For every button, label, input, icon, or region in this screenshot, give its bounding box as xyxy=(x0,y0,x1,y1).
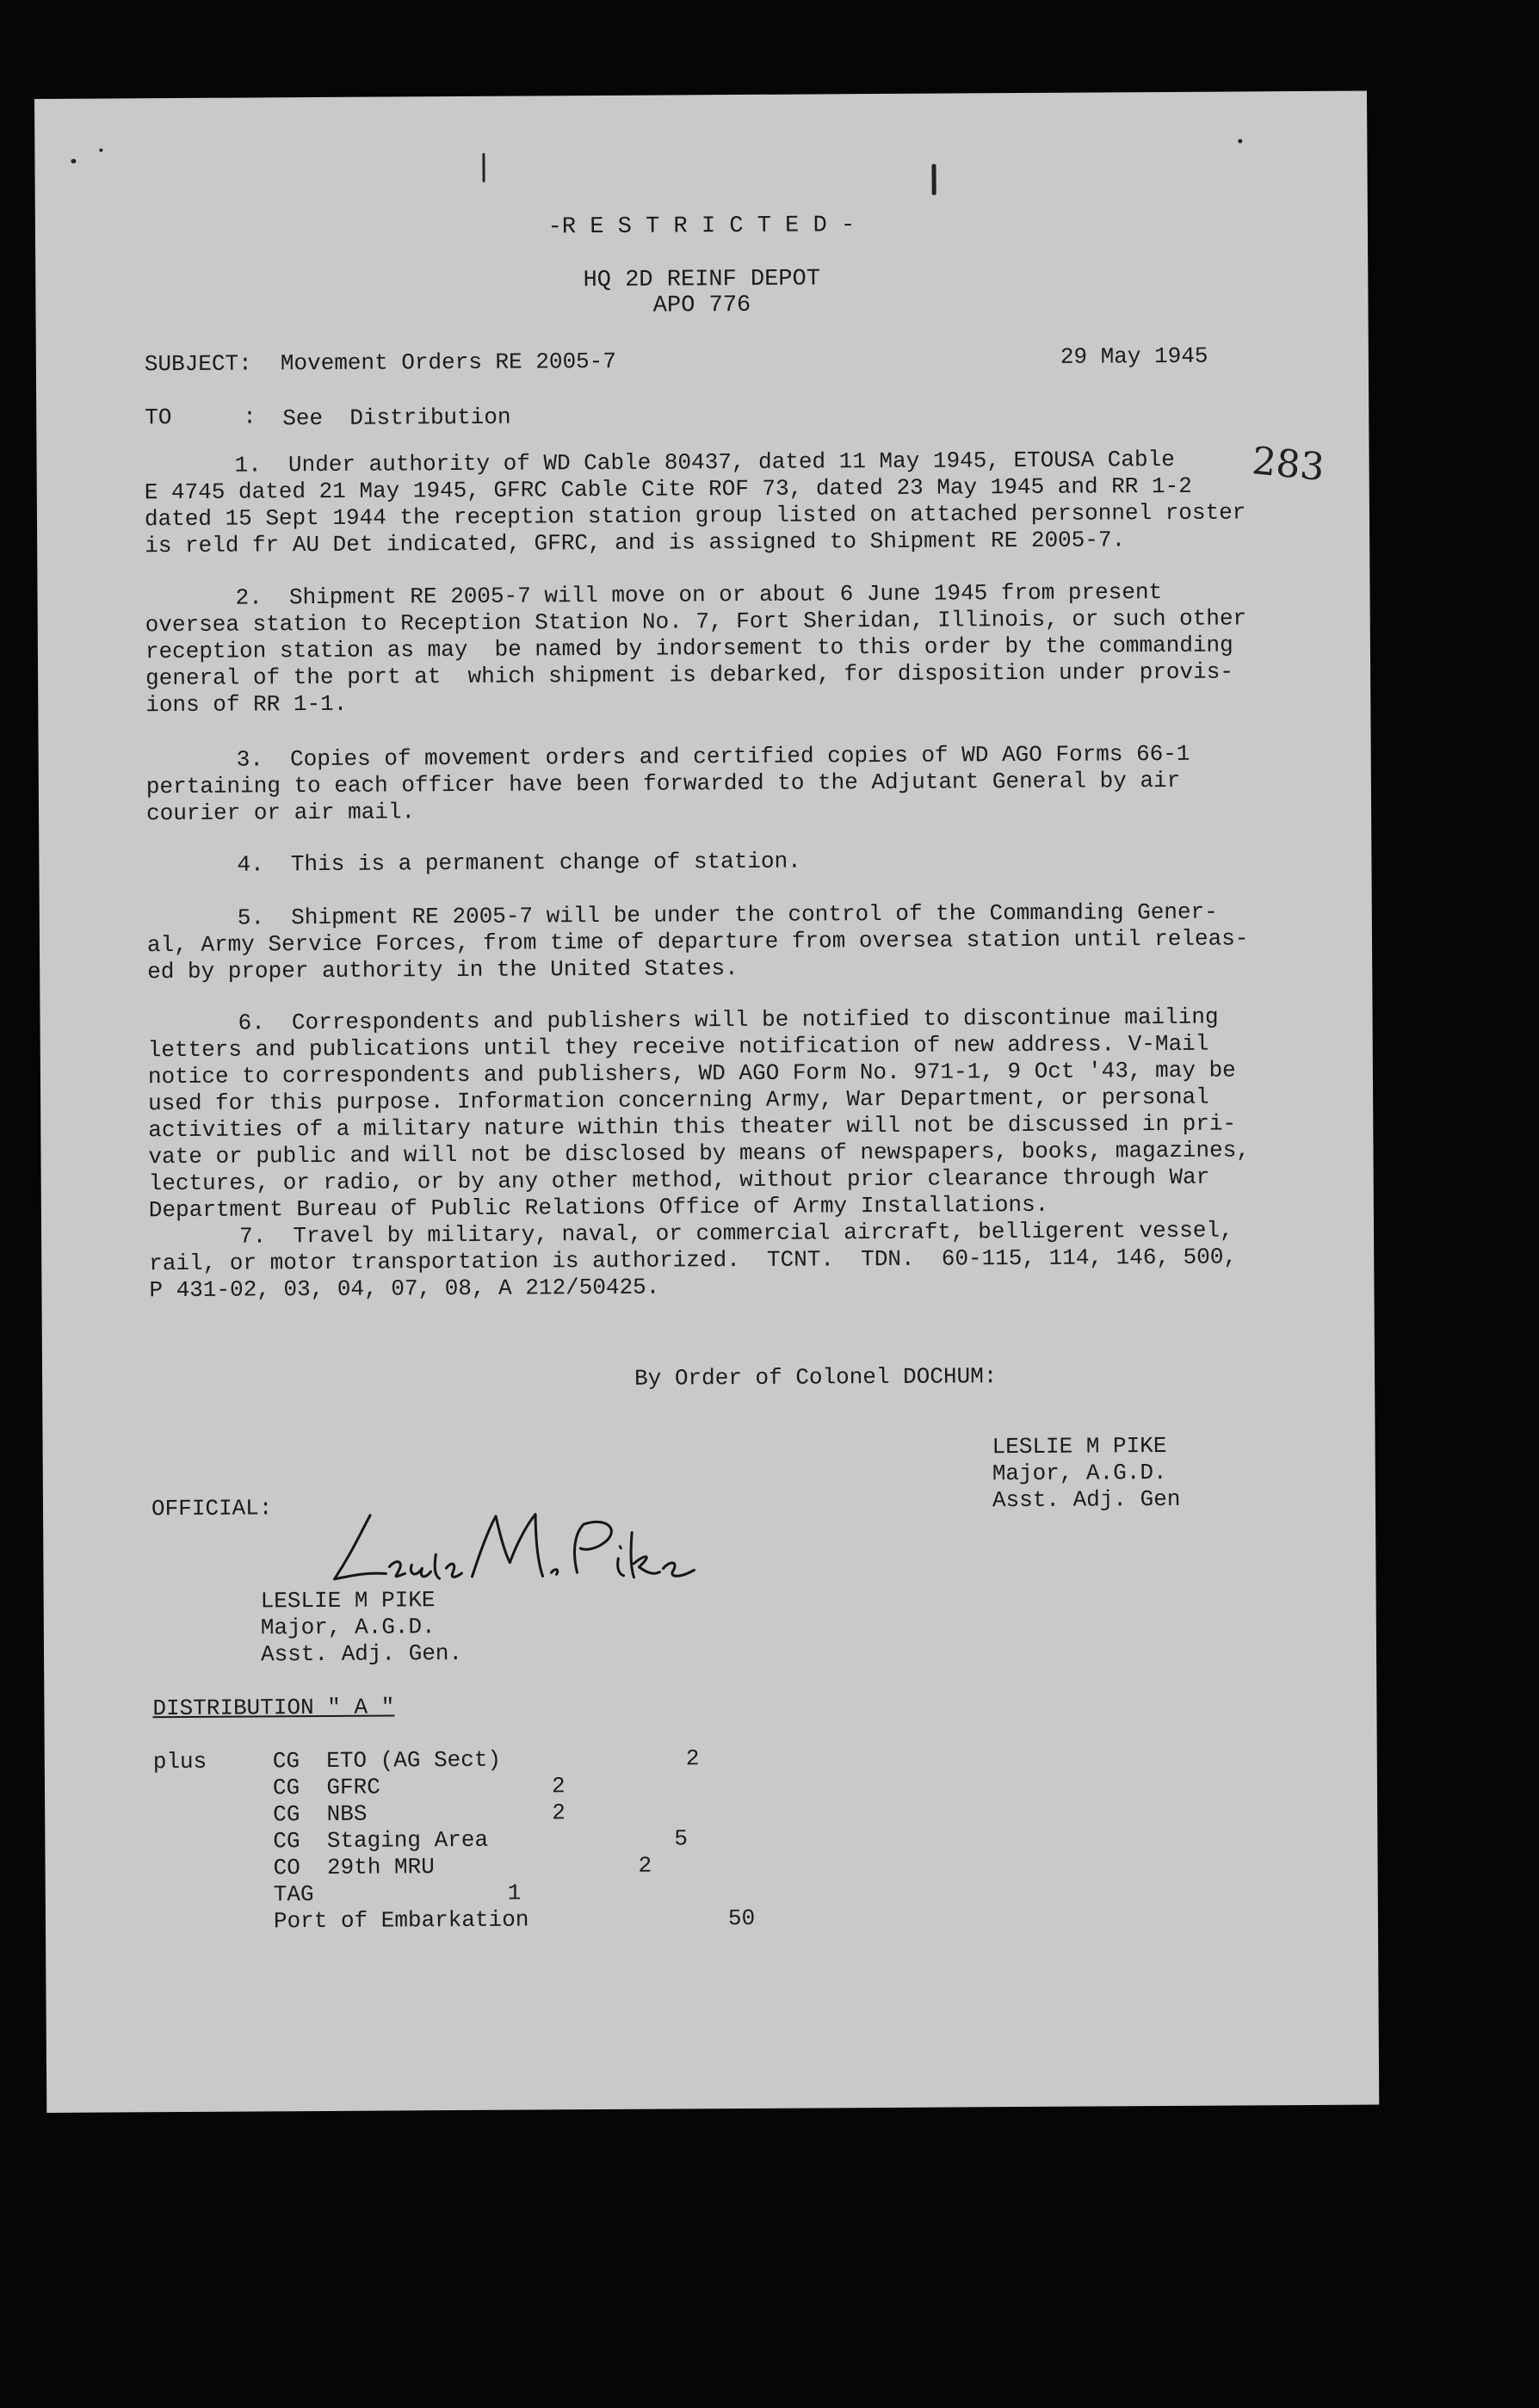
org-apo: APO 776 xyxy=(652,292,751,319)
paragraph-line: ed by proper authority in the United States. xyxy=(147,955,739,985)
paragraph-line: pertaining to each officer have been forwarded to the Adjutant General by air xyxy=(145,767,1181,800)
paragraph-line: P 431-02, 03, 04, 07, 08, A 212/50425. xyxy=(149,1274,660,1304)
distribution-recipient: CG GFRC xyxy=(272,1774,380,1801)
distribution-recipient: Port of Embarkation xyxy=(273,1906,529,1935)
punch-mark xyxy=(71,159,76,164)
paragraph-line: ions of RR 1-1. xyxy=(145,690,348,719)
official-rank: Major, A.G.D. xyxy=(260,1614,436,1641)
paragraph-line: courier or air mail. xyxy=(145,799,416,827)
paragraph-line: is reld fr AU Det indicated, GFRC, and is assigned to Shipment RE 2005-7. xyxy=(145,527,1126,559)
paragraph-line: al, Army Service Forces, from time of departure from oversea station until releas- xyxy=(146,925,1249,959)
official-title: Asst. Adj. Gen. xyxy=(260,1639,463,1668)
paragraph-line: 6. Correspondents and publishers will be notified to discontinue mailing xyxy=(238,1003,1219,1036)
distribution-recipient: TAG xyxy=(273,1881,314,1908)
document-date: 29 May 1945 xyxy=(1060,343,1208,370)
paragraph-line: reception station as may be named by indorsement to this order by the commanding xyxy=(145,632,1233,665)
paragraph-line: 1. Under authority of WD Cable 80437, dated 11 May 1945, ETOUSA Cable xyxy=(234,446,1175,479)
paragraph-3 xyxy=(146,740,1292,827)
distribution-count: 1 xyxy=(507,1880,522,1906)
distribution-count: 5 xyxy=(674,1825,689,1852)
paragraph-line: notice to correspondents and publishers, WD AGO Form No. 971-1, 9 Oct '43, may be xyxy=(147,1057,1236,1090)
official-label: OFFICIAL: xyxy=(151,1495,273,1522)
signer-title: Asst. Adj. Gen xyxy=(992,1485,1181,1514)
paragraph-2 xyxy=(145,578,1290,719)
paragraph-line: 4. This is a permanent change of station. xyxy=(237,848,801,878)
paragraph-line: 2. Shipment RE 2005-7 will move on or about 6 June 1945 from present xyxy=(235,579,1163,611)
paragraph-line: letters and publications until they receive notification of new address. V-Mail xyxy=(147,1030,1209,1064)
distribution-recipient: CG Staging Area xyxy=(273,1826,489,1855)
to-colon: : xyxy=(243,404,256,430)
paragraph-5 xyxy=(147,898,1293,985)
distribution-count: 50 xyxy=(727,1905,756,1932)
paragraph-line: 3. Copies of movement orders and certified copies of WD AGO Forms 66-1 xyxy=(236,740,1190,773)
paragraph-line: used for this purpose. Information concerning Army, War Department, or personal xyxy=(148,1084,1209,1117)
page-number: 283 xyxy=(1250,439,1326,491)
distribution-recipient: CO 29th MRU xyxy=(273,1854,435,1881)
org-name: HQ 2D REINF DEPOT xyxy=(583,266,821,294)
signer-name: LESLIE M PIKE xyxy=(992,1432,1167,1460)
paragraph-1 xyxy=(145,446,1290,559)
paragraph-line: Department Bureau of Public Relations Office of Army Installations. xyxy=(148,1191,1049,1224)
handwritten-signature xyxy=(293,1483,672,1580)
paragraph-4 xyxy=(146,845,1291,879)
distribution-recipient: CG ETO (AG Sect) xyxy=(272,1746,502,1775)
paragraph-line: vate or public and will not be disclosed by means of newspapers, books, magazines, xyxy=(148,1137,1251,1170)
by-order-line: By Order of Colonel DOCHUM: xyxy=(634,1363,998,1392)
to-label: TO xyxy=(145,404,172,431)
paragraph-7 xyxy=(149,1217,1295,1304)
distribution-recipient: CG NBS xyxy=(273,1800,368,1828)
distribution-count: 2 xyxy=(551,1773,566,1800)
distribution-plus: plus xyxy=(152,1748,207,1775)
paragraph-line: lectures, or radio, or by any other method, without prior clearance through War xyxy=(148,1164,1210,1197)
paragraph-line: 5. Shipment RE 2005-7 will be under the control of the Commanding Gener- xyxy=(237,898,1218,931)
paragraph-line: E 4745 dated 21 May 1945, GFRC Cable Cite ROF 73, dated 23 May 1945 and RR 1-2 xyxy=(144,472,1192,506)
official-name: LESLIE M PIKE xyxy=(260,1587,436,1615)
punch-mark xyxy=(482,153,485,182)
paragraph-line: rail, or motor transportation is authorized. TCNT. TDN. 60-115, 114, 146, 500, xyxy=(149,1244,1238,1277)
subject-text: Movement Orders RE 2005-7 xyxy=(280,348,617,377)
subject-label: SUBJECT: xyxy=(144,350,252,378)
paragraph-line: 7. Travel by military, naval, or commercial aircraft, belligerent vessel, xyxy=(238,1217,1233,1250)
paragraph-line: general of the port at which shipment is debarked, for disposition under provis- xyxy=(145,658,1233,692)
paragraph-line: dated 15 Sept 1944 the reception station group listed on attached personnel roster xyxy=(144,499,1246,533)
distribution-heading: DISTRIBUTION " A " xyxy=(152,1694,395,1722)
paragraph-line: oversea station to Reception Station No. 7, Fort Sheridan, Illinois, or such other xyxy=(145,605,1247,639)
punch-mark xyxy=(99,149,102,152)
distribution-count: 2 xyxy=(685,1745,700,1772)
punch-mark xyxy=(931,164,936,195)
paragraph-line: activities of a military nature within this theater will not be discussed in pri- xyxy=(148,1110,1237,1144)
document-page xyxy=(34,91,1379,2113)
signer-rank: Major, A.G.D. xyxy=(992,1459,1167,1487)
paragraph-6 xyxy=(147,1003,1293,1224)
distribution-count: 2 xyxy=(638,1852,652,1879)
to-text: See Distribution xyxy=(282,404,511,432)
classification-heading: -R E S T R I C T E D - xyxy=(547,213,856,241)
distribution-count: 2 xyxy=(552,1800,566,1826)
punch-mark xyxy=(1238,139,1242,143)
